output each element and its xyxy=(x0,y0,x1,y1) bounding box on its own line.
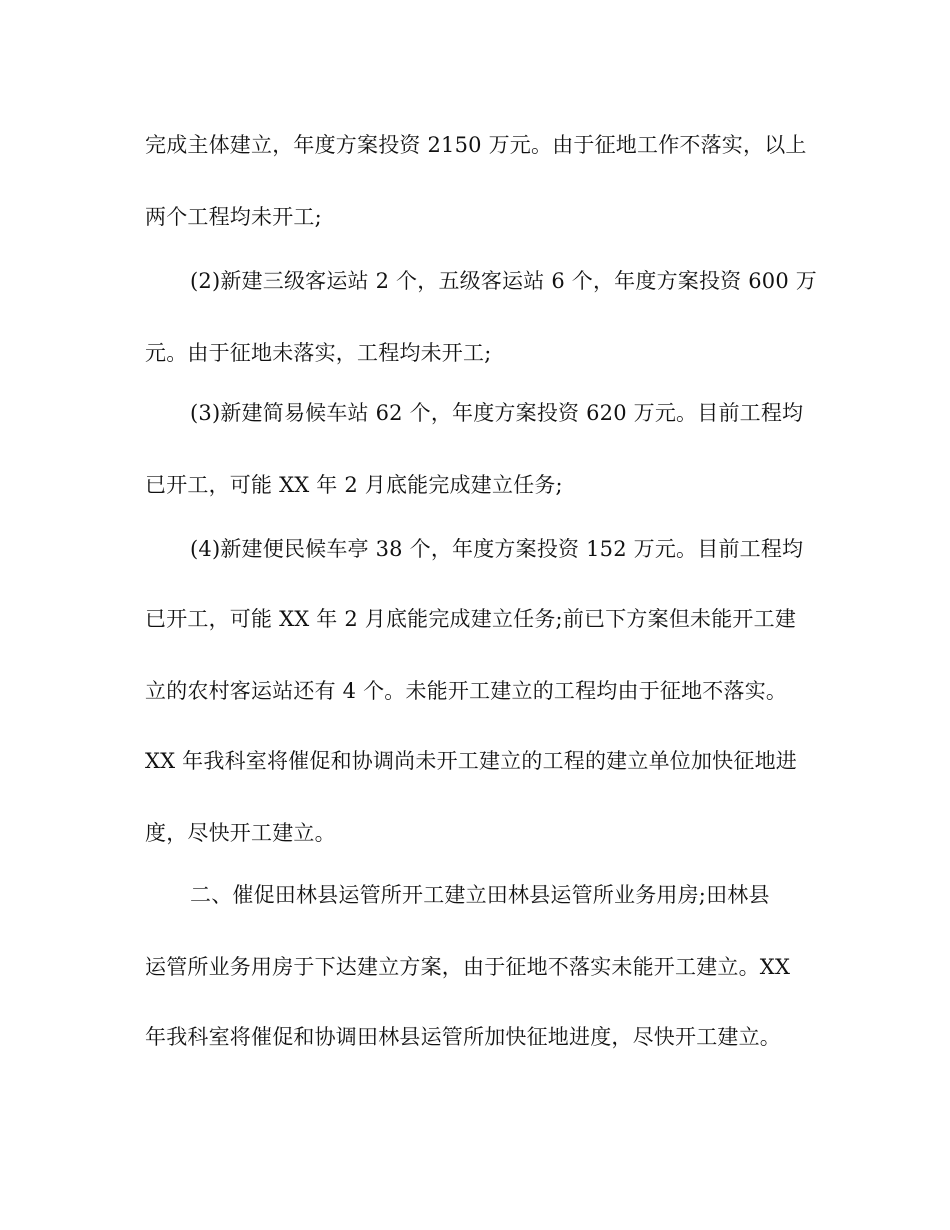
text-line-7: (4)新建便民候车亭 38 个，年度方案投资 152 万元。目前工程均 xyxy=(190,537,804,561)
text-line-14: 年我科室将催促和协调田林县运管所加快征地进度，尽快开工建立。 xyxy=(145,1025,781,1049)
text-line-8: 已开工，可能 XX 年 2 月底能完成建立任务;前已下方案但未能开工建 xyxy=(145,607,797,631)
text-line-6: 已开工，可能 XX 年 2 月底能完成建立任务; xyxy=(145,473,563,497)
text-line-13: 运管所业务用房于下达建立方案，由于征地不落实未能开工建立。XX xyxy=(145,955,791,979)
text-line-5: (3)新建简易候车站 62 个，年度方案投资 620 万元。目前工程均 xyxy=(190,401,804,425)
text-line-4: 元。由于征地未落实，工程均未开工; xyxy=(145,341,492,365)
text-line-10: XX 年我科室将催促和协调尚未开工建立的工程的建立单位加快征地进 xyxy=(145,749,797,773)
text-line-3: (2)新建三级客运站 2 个，五级客运站 6 个，年度方案投资 600 万 xyxy=(190,269,818,293)
text-line-9: 立的农村客运站还有 4 个。未能开工建立的工程均由于征地不落实。 xyxy=(145,679,788,703)
text-line-12: 二、催促田林县运管所开工建立田林县运管所业务用房;田林县 xyxy=(190,883,770,907)
text-line-1: 完成主体建立，年度方案投资 2150 万元。由于征地工作不落实，以上 xyxy=(145,133,807,157)
text-line-11: 度，尽快开工建立。 xyxy=(145,821,336,845)
text-line-2: 两个工程均未开工; xyxy=(145,205,322,229)
